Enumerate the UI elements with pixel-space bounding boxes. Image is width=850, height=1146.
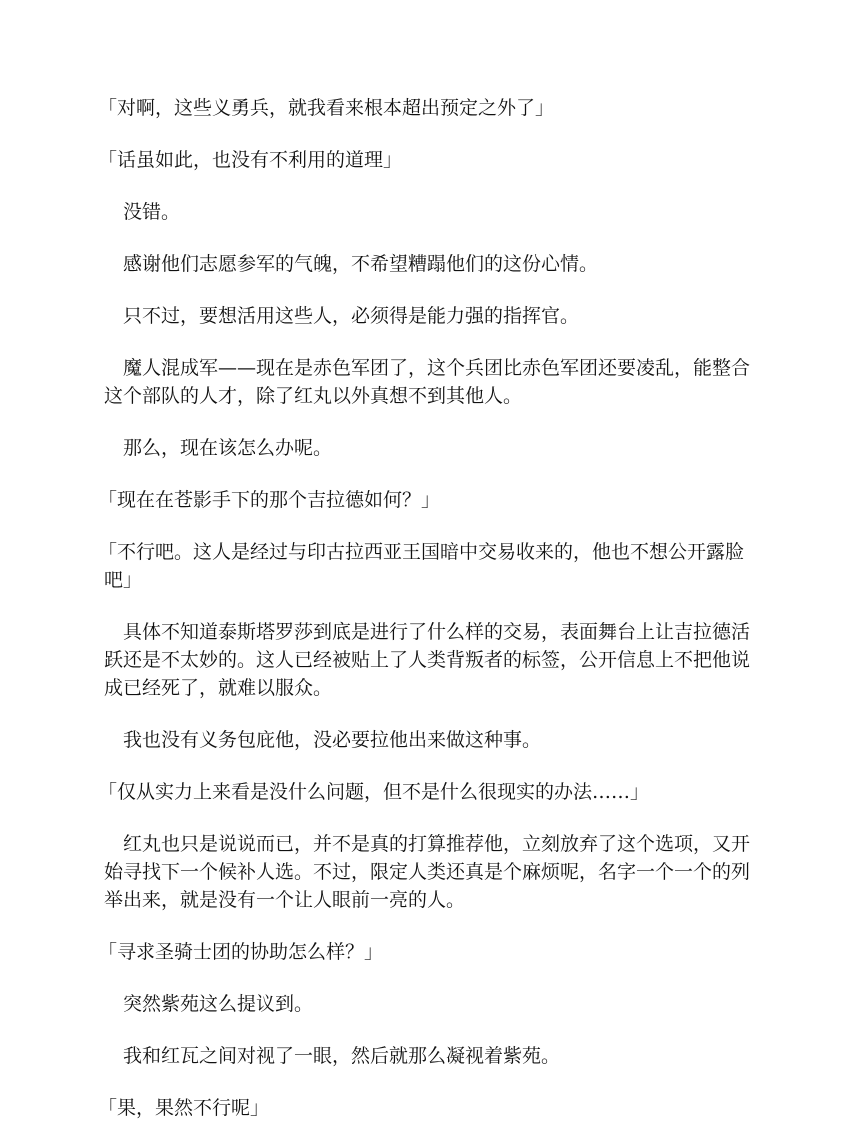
paragraph: 魔人混成军——现在是赤色军团了，这个兵团比赤色军团还要凌乱，能整合这个部队的人才，除了红丸以外真想不到其他人。	[104, 357, 751, 407]
paragraph: 「果，果然不行呢」	[98, 1097, 270, 1119]
paragraph: 「仅从实力上来看是没什么问题，但不是什么很现实的办法……」	[98, 781, 650, 803]
paragraph: 感谢他们志愿参军的气魄，不希望糟蹋他们的这份心情。	[123, 253, 599, 275]
paragraph: 具体不知道泰斯塔罗莎到底是进行了什么样的交易，表面舞台上让吉拉德活跃还是不太妙的。这人已经被贴上了人类背叛者的标签，公开信息上不把他说成已经死了，就难以服众。	[104, 621, 751, 699]
paragraph: 红丸也只是说说而已，并不是真的打算推荐他，立刻放弃了这个选项，又开始寻找下一个候补人选。不过，限定人类还真是个麻烦呢，名字一个一个的列举出来，就是没有一个让人眼前一亮的人。	[104, 833, 751, 911]
document-body	[98, 94, 751, 1146]
paragraph: 「话虽如此，也没有不利用的道理」	[98, 149, 403, 171]
paragraph: 「对啊，这些义勇兵，就我看来根本超出预定之外了」	[98, 97, 555, 119]
paragraph: 「现在在苍影手下的那个吉拉德如何？」	[98, 489, 441, 511]
paragraph: 那么，现在该怎么办呢。	[123, 437, 333, 459]
paragraph: 我和红瓦之间对视了一眼，然后就那么凝视着紫苑。	[123, 1045, 561, 1067]
paragraph: 只不过，要想活用这些人，必须得是能力强的指挥官。	[123, 305, 580, 327]
paragraph: 突然紫苑这么提议到。	[123, 993, 314, 1015]
paragraph: 我也没有义务包庇他，没必要拉他出来做这种事。	[123, 729, 542, 751]
paragraph: 「寻求圣骑士团的协助怎么样？」	[98, 941, 384, 963]
paragraph: 「不行吧。这人是经过与印古拉西亚王国暗中交易收来的，他也不想公开露脸吧」	[98, 541, 745, 591]
paragraph: 没错。	[123, 201, 181, 223]
